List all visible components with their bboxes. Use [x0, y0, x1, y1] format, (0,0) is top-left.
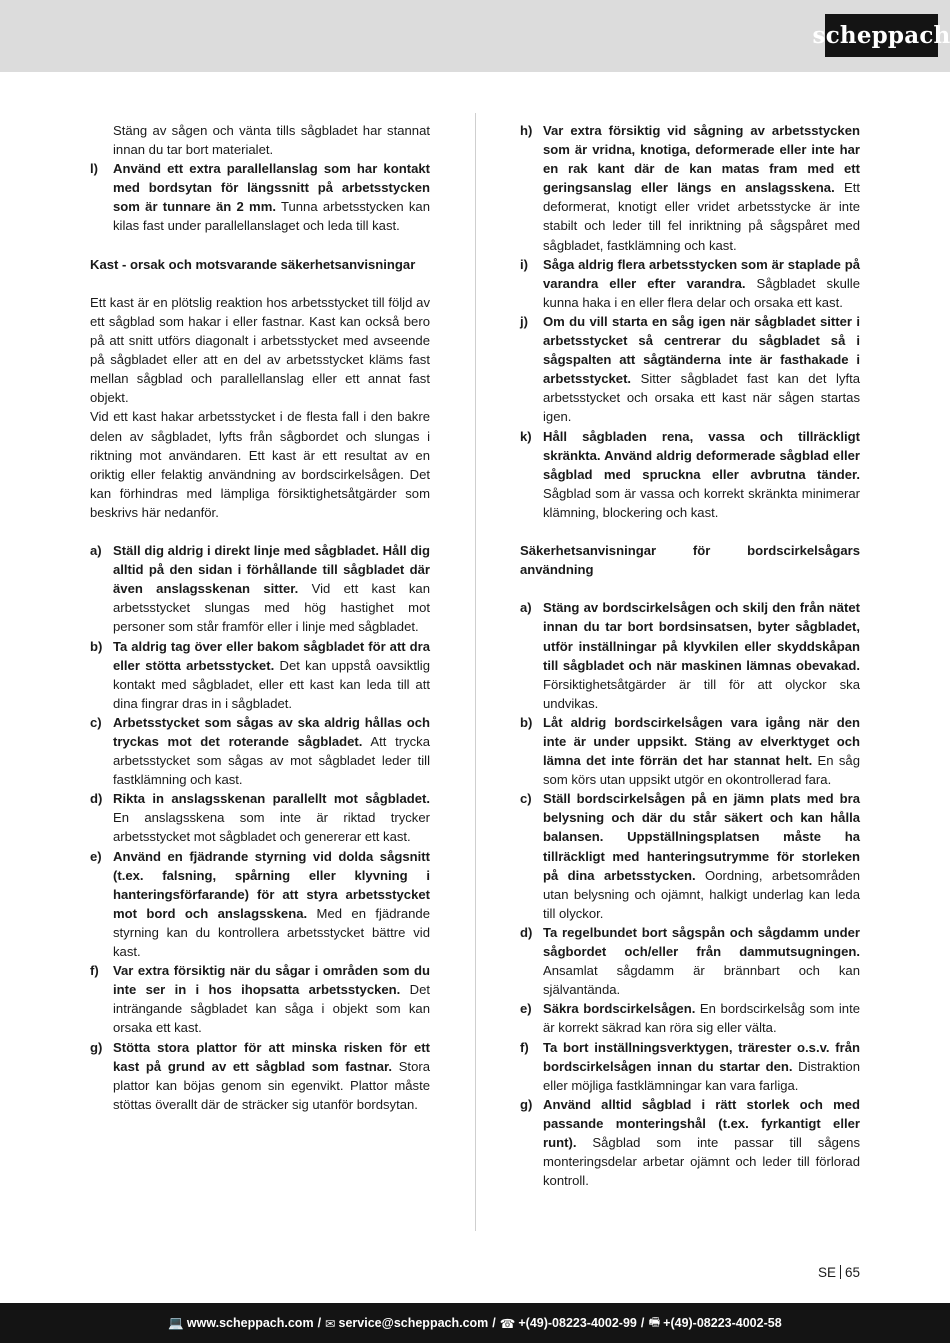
list-item	[90, 637, 430, 713]
item-label: c)	[90, 714, 102, 730]
item-text: Försiktighetsåtgärder är till för att olyckor ska undvikas.	[543, 676, 860, 711]
footer-web[interactable]: www.scheppach.com	[186, 1316, 314, 1330]
item-label: i)	[520, 256, 528, 272]
item-bold: Om du vill starta en såg igen när sågbladet sitter i arbetsstycket så centrerar du sågbladet så i sågspalten att sågtänderna inte är fasthakade i arbetsstycket.	[543, 313, 860, 387]
item-label: g)	[520, 1096, 533, 1112]
list-item	[90, 159, 430, 235]
item-label: a)	[90, 543, 102, 559]
item-label: g)	[90, 1039, 103, 1055]
section-heading: Kast - orsak och motsvarande säkerhetsanvisningar	[90, 256, 416, 272]
computer-icon: 💻	[168, 1315, 184, 1330]
footer-separator: /	[317, 1316, 322, 1330]
item-text: Sågbladet skulle kunna haka i en eller flera delar och orsaka ett kast.	[543, 275, 860, 310]
list-item	[520, 713, 860, 789]
item-text: Stora plattor kan böjas genom sin egenvikt. Plattor måste stöttas överallt där de sträcker sig utanför bordsytan.	[113, 1058, 430, 1112]
column-divider	[475, 113, 476, 1231]
item-bold: Låt aldrig bordscirkelsågen vara igång när den inte är under uppsikt. Stäng av elverktyget och lämna det inte förrän det har stannat helt.	[543, 714, 860, 769]
footer-phone[interactable]: +(49)-08223-4002-99	[518, 1316, 637, 1330]
item-bold: Använd alltid sågblad i rätt storlek och med passande monteringshål (t.ex. fyrkantigt eller runt).	[543, 1096, 860, 1150]
list-item	[90, 847, 430, 962]
item-bold: Håll sågbladen rena, vassa och tillräckligt skränkta. Använd aldrig deformerade sågblad eller sågblad med spruckna eller avbrutna tänder.	[543, 428, 860, 482]
footer-fax: +(49)-08223-4002-58	[663, 1316, 782, 1330]
item-bold: Använd ett extra parallellanslag som har kontakt med bordsytan för längssnitt på arbetsstycken som är tunnare än 2 mm.	[113, 161, 430, 215]
item-label: e)	[520, 1001, 532, 1017]
item-bold: Säkra bordscirkelsågen.	[543, 1001, 696, 1017]
item-text: En anslagsskena som inte är riktad trycker arbetsstycket mot sågbladet och genererar ett kast.	[113, 810, 430, 845]
paragraph: Ett kast är en plötslig reaktion hos arbetsstycket till följd av ett sågblad som hakar i eller fastnar. Kast kan också bero på att snitt utförs diagonalt i arbetsstycket med avseende på sågbladet eller att en del av arbetsstycket kläms fast mellan sågblad och parallellanslag eller ett annat fast objekt.	[90, 294, 430, 406]
list-item	[520, 427, 860, 522]
list-item	[520, 121, 860, 255]
item-text: Det inträngande sågbladet kan såga i objekt som kan orsaka ett kast.	[113, 982, 430, 1036]
list-item	[520, 789, 860, 923]
item-text: Att trycka arbetsstycket som sågas av mot sågbladet leder till fastklämning och kast.	[113, 734, 431, 788]
item-text: Distraktion eller möjliga fastklämningar kan vara farliga.	[543, 1058, 860, 1093]
header-band	[0, 0, 950, 72]
item-text: Det kan uppstå oavsiktlig kontakt med sågbladet, eller ett kast kan leda till att dina fingrar dras in i sågbladet.	[113, 657, 430, 711]
list-item	[90, 1038, 430, 1114]
paragraph: Vid ett kast hakar arbetsstycket i de flesta fall i den bakre delen av sågbladet, lyfts från sågbordet och slungas i riktning mot användaren. Ett kast är ett resultat av en oriktig eller felaktig användning av bordscirkelsågen. Det kan förhindras med lämpliga försiktighetsåtgärder som beskrivs här nedanför.	[90, 409, 430, 520]
item-label: f)	[520, 1039, 529, 1055]
list-item	[520, 255, 860, 312]
item-label: f)	[90, 963, 99, 979]
item-label: e)	[90, 848, 102, 864]
list-item	[90, 541, 430, 636]
item-bold: Ta aldrig tag över eller bakom sågbladet för att dra eller stötta arbetsstycket.	[113, 638, 430, 673]
item-bold: Stäng av bordscirkelsågen och skilj den från nätet innan du tar bort bordsinsatsen, byter sågbladet, utför inställningar på klyvkilen eller skyddskåpan till sågbladet och när maskinen lämnas obevakad.	[543, 600, 860, 673]
item-label: d)	[520, 924, 533, 940]
item-bold: Såga aldrig flera arbetsstycken som är staplade på varandra eller efter varandra.	[543, 256, 860, 291]
item-text: Ansamlat sågdamm är brännbart och kan självantända.	[543, 963, 860, 998]
list-item	[520, 999, 860, 1037]
item-bold: Var extra försiktig vid sågning av arbetsstycken som är vridna, knotiga, deformerade eller inte har en rak kant där de kan matas fram med ett geringsanslag eller längs en anslagsskena.	[543, 123, 860, 196]
item-label: k)	[520, 428, 532, 444]
footer-separator: /	[640, 1316, 645, 1330]
page-number	[800, 1265, 860, 1280]
item-label: b)	[90, 638, 103, 654]
list-item	[520, 923, 860, 999]
item-text: Oordning, arbetsområden utan belysning och ojämnt, halkigt underlag kan leda till olyckor.	[543, 867, 860, 921]
fax-icon: 🖷	[648, 1314, 661, 1329]
item-label: a)	[520, 600, 532, 616]
list-item	[90, 713, 430, 789]
right-column	[520, 121, 860, 1190]
brand-logo: scheppach	[825, 14, 938, 57]
item-label: b)	[520, 714, 533, 730]
item-label: h)	[520, 123, 533, 138]
list-item	[90, 789, 430, 846]
footer-bar	[0, 1303, 950, 1343]
continuation-text: Stäng av sågen och vänta tills sågbladet har stannat innan du tar bort materialet.	[113, 123, 430, 158]
section-heading: Säkerhetsanvisningar för bordscirkelsågars användning	[520, 543, 860, 578]
item-text: Ett deformerat, knotigt eller vridet arbetsstycke är inte stabilt och leder till fel inriktning på sågspåret med sågbladet, fastklämning och kast.	[543, 180, 860, 253]
item-bold: Ta regelbundet bort sågspån och sågdamm under sågbordet och/eller från dammutsugningen.	[543, 924, 860, 960]
item-bold: Ställ bordscirkelsågen på en jämn plats med bra belysning och där du står säkert och kan hålla balansen. Uppställningsplatsen måste ha tillräckligt med hanteringsutrymme för storleken på dina arbetsstycken.	[543, 791, 860, 883]
list-item	[520, 1038, 860, 1095]
item-text: Tunna arbetsstycken kan kilas fast under parallellanslaget och leda till kast.	[113, 199, 430, 234]
item-bold: Arbetsstycket som sågas av ska aldrig hållas och tryckas mot det roterande sågbladet.	[113, 714, 430, 749]
item-bold: Var extra försiktig när du sågar i områden som du inte ser in i hos ihopsatta arbetsstycken.	[113, 963, 430, 998]
footer-separator: /	[492, 1316, 496, 1330]
page-value: 65	[844, 1265, 860, 1280]
footer-email[interactable]: service@scheppach.com	[338, 1316, 489, 1330]
item-label: d)	[90, 791, 103, 807]
item-label: l)	[90, 161, 98, 177]
page-lang: SE	[817, 1265, 836, 1280]
phone-icon: ☎	[499, 1316, 516, 1331]
item-bold: Ta bort inställningsverktygen, trärester o.s.v. från bordscirkelsågen innan du startar den.	[543, 1039, 860, 1074]
item-label: j)	[520, 313, 528, 329]
item-bold: Ställ dig aldrig i direkt linje med sågbladet. Håll dig alltid på den sidan i förhållande till sågbladet där även anslagsskenan sitter.	[113, 543, 430, 597]
item-bold: Använd en fjädrande styrning vid dolda sågsnitt (t.ex. falsning, spårning eller klyvning i hanteringsförfarande) för att styra arbetsstycket mot bord och anslagsskena.	[113, 848, 430, 921]
item-text: En såg som körs utan uppsikt utgör en okontrollerad fara.	[543, 753, 860, 788]
item-text: Med en fjädrande styrning kan du kontrollera arbetsstycket bättre vid kast.	[113, 905, 430, 960]
list-item	[520, 1095, 860, 1190]
item-text: Sågblad som är vassa och korrekt skränkta minimerar klämning, blockering och kast.	[543, 485, 860, 520]
page-divider	[840, 1265, 841, 1279]
list-item	[520, 598, 860, 713]
item-bold: Stötta stora plattor för att minska risken för ett kast på grund av ett sågblad som fastnar.	[113, 1039, 430, 1074]
item-bold: Rikta in anslagsskenan parallellt mot sågbladet.	[113, 791, 430, 807]
list-item	[520, 312, 860, 427]
item-text: Vid ett kast kan arbetsstycket slungas med hög hastighet mot personer som står framför eller i linje med sågbladet.	[113, 581, 430, 635]
email-icon: ✉	[325, 1316, 336, 1331]
item-text: Sågblad som inte passar till sågens monteringsdelar arbetar ojämnt och leder till förlorad kontroll.	[543, 1134, 860, 1189]
item-text: En bordscirkelsåg som inte är korrekt säkrad kan röra sig eller välta.	[543, 1001, 860, 1036]
item-text: Sitter sågbladet fast kan det lyfta arbetsstycket och orsaka ett kast när sågen startas igen.	[543, 371, 860, 425]
left-column	[90, 121, 430, 1114]
item-label: c)	[520, 791, 532, 807]
list-item	[90, 961, 430, 1037]
